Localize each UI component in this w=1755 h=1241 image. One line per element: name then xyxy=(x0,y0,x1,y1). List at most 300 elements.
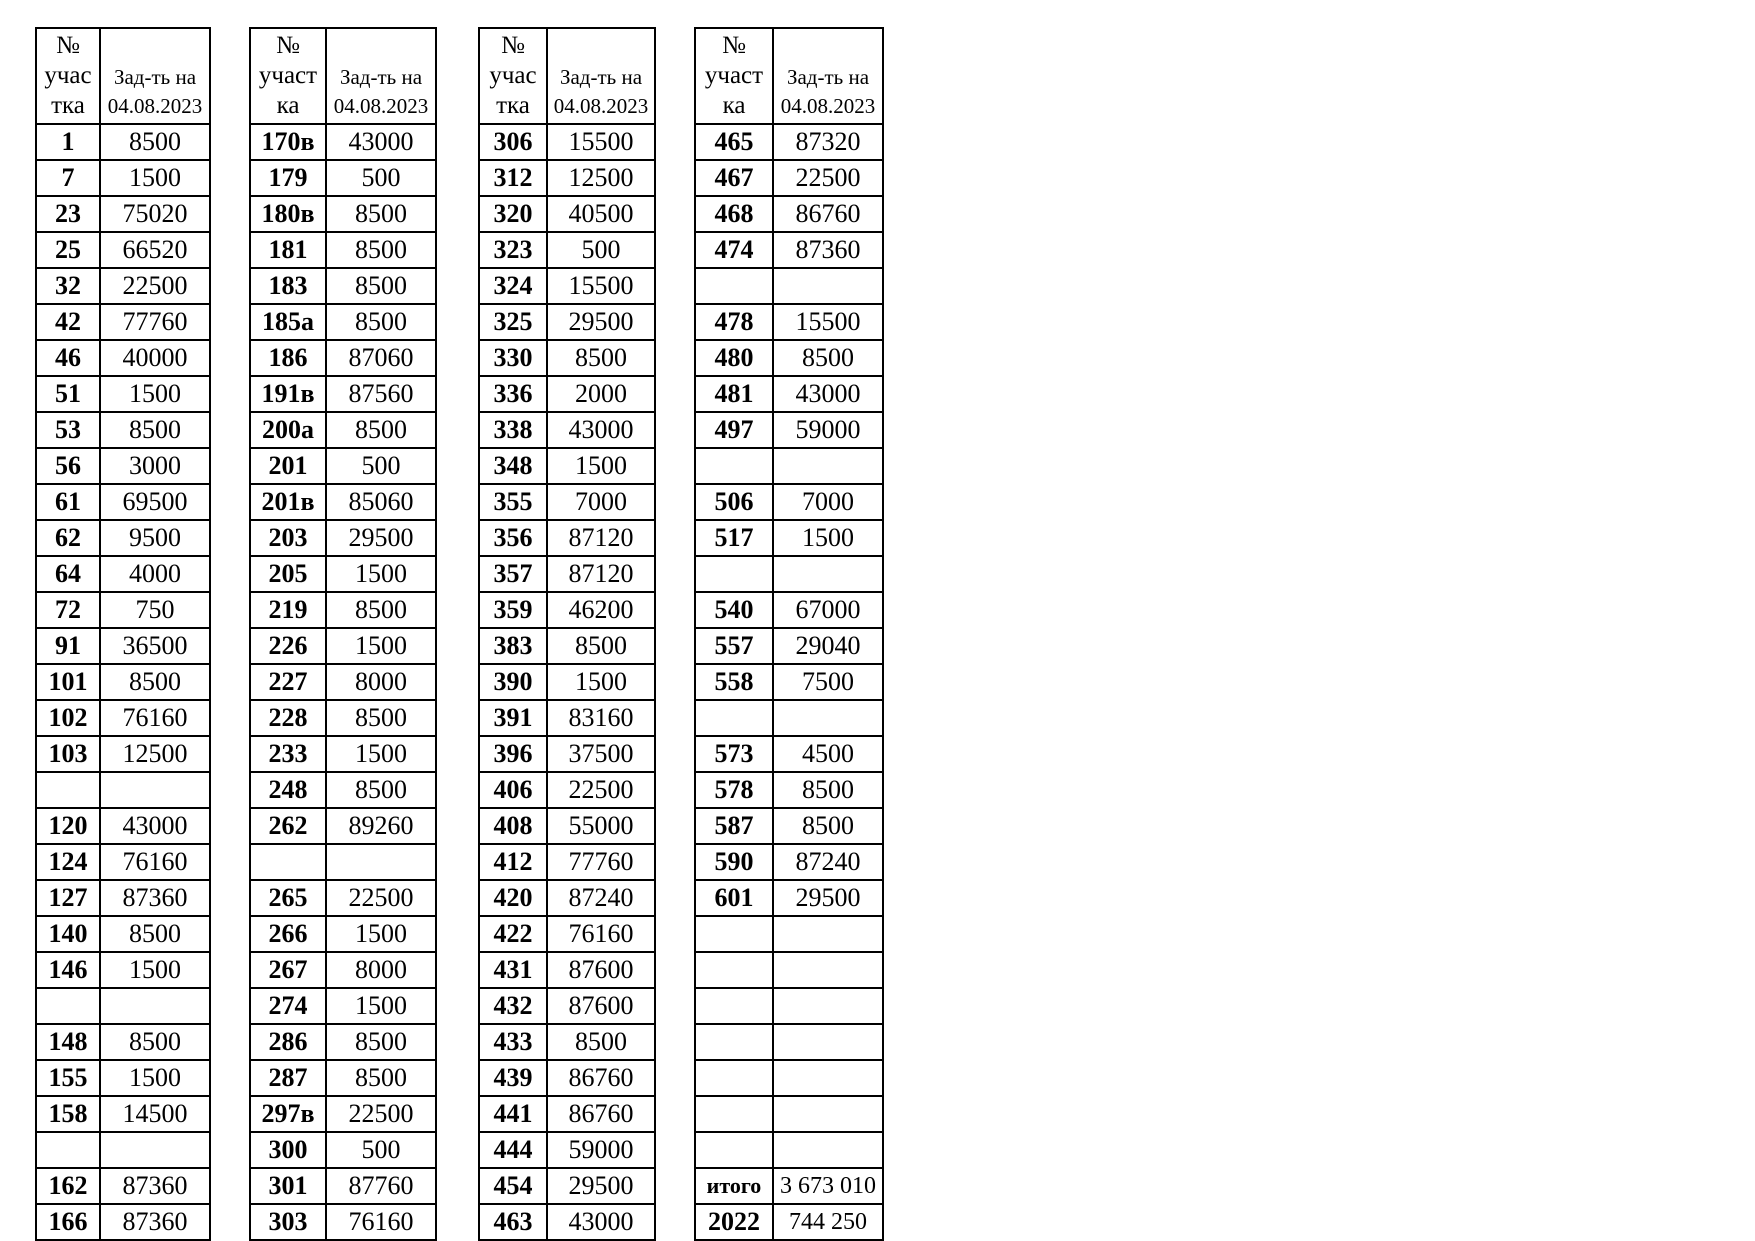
table-row xyxy=(479,952,655,988)
table-row xyxy=(479,160,655,196)
plot-number-cell xyxy=(695,1096,773,1132)
plot-number-cell: 2022 xyxy=(695,1204,773,1240)
debt-amount-cell: 76160 xyxy=(100,844,210,880)
plot-number-cell xyxy=(695,448,773,484)
table-row xyxy=(36,916,210,952)
header-row xyxy=(695,28,883,124)
table-row xyxy=(250,1060,436,1096)
plot-number-cell: 51 xyxy=(36,376,100,412)
debt-amount-cell: 22500 xyxy=(100,268,210,304)
table-row xyxy=(479,844,655,880)
plot-number-cell: 348 xyxy=(479,448,547,484)
plot-number-header xyxy=(250,28,326,124)
debt-amount-cell: 55000 xyxy=(547,808,655,844)
table-row xyxy=(250,268,436,304)
plot-number-cell: 433 xyxy=(479,1024,547,1060)
table-row xyxy=(479,664,655,700)
plot-number-cell xyxy=(36,988,100,1024)
debt-table-3 xyxy=(478,27,656,1241)
debt-amount-cell: 87760 xyxy=(326,1168,436,1204)
plot-number-cell: 127 xyxy=(36,880,100,916)
debt-amount-cell: 29500 xyxy=(773,880,883,916)
table-row xyxy=(479,232,655,268)
debt-amount-cell: 43000 xyxy=(100,808,210,844)
debt-amount-cell: 3000 xyxy=(100,448,210,484)
plot-number-cell: 540 xyxy=(695,592,773,628)
plot-number-cell: 408 xyxy=(479,808,547,844)
plot-number-cell: 179 xyxy=(250,160,326,196)
plot-number-cell: 306 xyxy=(479,124,547,160)
table-row xyxy=(479,1168,655,1204)
plot-number-cell: 497 xyxy=(695,412,773,448)
debt-amount-cell xyxy=(773,448,883,484)
debt-amount-cell: 69500 xyxy=(100,484,210,520)
debt-amount-cell: 1500 xyxy=(547,664,655,700)
table-row xyxy=(36,1204,210,1240)
header-text-line: № xyxy=(56,32,80,59)
table-row xyxy=(479,484,655,520)
table-row xyxy=(695,1204,883,1240)
table-row xyxy=(695,844,883,880)
debt-amount-cell: 22500 xyxy=(773,160,883,196)
plot-number-cell: 170в xyxy=(250,124,326,160)
debt-amount-cell: 3 673 010 xyxy=(773,1168,883,1204)
plot-number-cell: 146 xyxy=(36,952,100,988)
plot-number-cell: 301 xyxy=(250,1168,326,1204)
plot-number-cell: 320 xyxy=(479,196,547,232)
header-row xyxy=(479,28,655,124)
table-row xyxy=(250,772,436,808)
debt-amount-cell: 8500 xyxy=(773,340,883,376)
debt-amount-cell: 15500 xyxy=(547,268,655,304)
plot-number-cell: 265 xyxy=(250,880,326,916)
table-row xyxy=(250,1096,436,1132)
debt-amount-cell: 22500 xyxy=(326,880,436,916)
plot-number-cell: 506 xyxy=(695,484,773,520)
debt-amount-cell xyxy=(773,952,883,988)
header-text-line: участ xyxy=(704,62,764,89)
table-row xyxy=(250,196,436,232)
debt-amount-cell: 1500 xyxy=(326,736,436,772)
table-row xyxy=(479,196,655,232)
table-row xyxy=(36,592,210,628)
plot-number-cell: итого xyxy=(695,1168,773,1204)
table-row xyxy=(36,124,210,160)
debt-amount-cell: 8500 xyxy=(326,196,436,232)
plot-number-cell: 186 xyxy=(250,340,326,376)
debt-amount-cell: 87560 xyxy=(326,376,436,412)
debt-amount-cell: 43000 xyxy=(773,376,883,412)
debt-amount-cell: 4500 xyxy=(773,736,883,772)
plot-number-cell: 325 xyxy=(479,304,547,340)
table-row xyxy=(479,1096,655,1132)
table-row xyxy=(695,664,883,700)
plot-number-cell: 590 xyxy=(695,844,773,880)
table-row xyxy=(479,520,655,556)
plot-number-cell: 203 xyxy=(250,520,326,556)
header-text-line: Зад-ть на xyxy=(113,65,197,89)
debt-amount-cell: 1500 xyxy=(100,1060,210,1096)
debt-amount-cell: 14500 xyxy=(100,1096,210,1132)
table-row xyxy=(36,628,210,664)
table-row xyxy=(36,160,210,196)
plot-number-cell: 467 xyxy=(695,160,773,196)
debt-amount-cell: 43000 xyxy=(547,412,655,448)
debt-amount-cell: 15500 xyxy=(773,304,883,340)
debt-amount-cell: 8500 xyxy=(326,700,436,736)
plot-number-cell: 406 xyxy=(479,772,547,808)
header-text-line: ка xyxy=(722,92,746,119)
debt-amount-cell: 87360 xyxy=(100,1204,210,1240)
debt-table-4 xyxy=(694,27,884,1241)
header-text-line: тка xyxy=(51,92,85,119)
table-row xyxy=(695,1168,883,1204)
table-row xyxy=(695,376,883,412)
table-row xyxy=(36,1060,210,1096)
debt-amount-cell xyxy=(773,988,883,1024)
header-text-line: № xyxy=(501,32,525,59)
table-row xyxy=(695,988,883,1024)
table-row xyxy=(479,1132,655,1168)
plot-number-cell: 219 xyxy=(250,592,326,628)
plot-number-cell xyxy=(695,268,773,304)
table-row xyxy=(479,376,655,412)
plot-number-cell: 355 xyxy=(479,484,547,520)
debt-amount-cell: 1500 xyxy=(100,952,210,988)
plot-number-cell: 101 xyxy=(36,664,100,700)
plot-number-cell: 201в xyxy=(250,484,326,520)
debt-header xyxy=(326,28,436,124)
plot-number-cell: 191в xyxy=(250,376,326,412)
table-row xyxy=(250,448,436,484)
header-row xyxy=(250,28,436,124)
table-row xyxy=(36,232,210,268)
header-text-line: Зад-ть на xyxy=(559,65,643,89)
debt-amount-cell: 89260 xyxy=(326,808,436,844)
debt-amount-cell xyxy=(100,988,210,1024)
plot-number-cell: 42 xyxy=(36,304,100,340)
table-row xyxy=(36,376,210,412)
debt-table-1 xyxy=(35,27,211,1241)
debt-amount-cell: 29500 xyxy=(326,520,436,556)
plot-number-cell: 162 xyxy=(36,1168,100,1204)
debt-table-2 xyxy=(249,27,437,1241)
plot-number-cell: 422 xyxy=(479,916,547,952)
table-row xyxy=(695,448,883,484)
header-text-line: Зад-ть на xyxy=(786,65,870,89)
debt-amount-cell: 9500 xyxy=(100,520,210,556)
header-text-line: № xyxy=(276,32,300,59)
table-row xyxy=(250,1204,436,1240)
plot-number-cell: 181 xyxy=(250,232,326,268)
table-row xyxy=(250,376,436,412)
table-row xyxy=(695,160,883,196)
plot-number-cell: 481 xyxy=(695,376,773,412)
header-text-line: № xyxy=(722,32,746,59)
plot-number-cell: 233 xyxy=(250,736,326,772)
debt-amount-cell: 8000 xyxy=(326,664,436,700)
debt-amount-cell: 87360 xyxy=(100,1168,210,1204)
debt-amount-cell: 22500 xyxy=(547,772,655,808)
debt-amount-cell: 22500 xyxy=(326,1096,436,1132)
table-row xyxy=(479,1204,655,1240)
debt-amount-cell: 8500 xyxy=(547,628,655,664)
table-row xyxy=(479,124,655,160)
plot-number-cell: 420 xyxy=(479,880,547,916)
plot-number-cell: 297в xyxy=(250,1096,326,1132)
header-text-line: 04.08.2023 xyxy=(333,94,429,118)
plot-number-cell: 601 xyxy=(695,880,773,916)
table-row xyxy=(36,484,210,520)
debt-amount-cell: 67000 xyxy=(773,592,883,628)
header-text-line: 04.08.2023 xyxy=(553,94,649,118)
plot-number-cell: 587 xyxy=(695,808,773,844)
plot-number-cell: 227 xyxy=(250,664,326,700)
plot-number-cell: 64 xyxy=(36,556,100,592)
table-row xyxy=(479,628,655,664)
plot-number-cell: 200а xyxy=(250,412,326,448)
table-row xyxy=(695,1096,883,1132)
table-row xyxy=(695,412,883,448)
table-row xyxy=(36,772,210,808)
plot-number-cell: 262 xyxy=(250,808,326,844)
header-text-line: 04.08.2023 xyxy=(780,94,876,118)
debt-amount-cell: 12500 xyxy=(100,736,210,772)
plot-number-cell xyxy=(695,1024,773,1060)
plot-number-cell: 148 xyxy=(36,1024,100,1060)
debt-amount-cell xyxy=(773,916,883,952)
table-row xyxy=(36,520,210,556)
debt-amount-cell xyxy=(773,1024,883,1060)
debt-amount-cell xyxy=(773,1132,883,1168)
debt-amount-cell xyxy=(773,556,883,592)
debt-amount-cell xyxy=(773,1060,883,1096)
plot-number-cell: 180в xyxy=(250,196,326,232)
debt-amount-cell: 8500 xyxy=(547,340,655,376)
table-row xyxy=(695,772,883,808)
debt-amount-cell: 86760 xyxy=(547,1096,655,1132)
debt-amount-cell: 66520 xyxy=(100,232,210,268)
table-row xyxy=(250,988,436,1024)
plot-number-cell: 439 xyxy=(479,1060,547,1096)
plot-number-cell: 53 xyxy=(36,412,100,448)
plot-number-header xyxy=(36,28,100,124)
plot-number-cell xyxy=(695,700,773,736)
debt-amount-cell: 8500 xyxy=(773,772,883,808)
debt-amount-cell: 8500 xyxy=(773,808,883,844)
debt-amount-cell: 1500 xyxy=(326,628,436,664)
plot-number-cell: 46 xyxy=(36,340,100,376)
debt-amount-cell: 1500 xyxy=(100,160,210,196)
debt-amount-cell: 8500 xyxy=(326,772,436,808)
plot-number-cell xyxy=(695,952,773,988)
debt-amount-cell xyxy=(773,1096,883,1132)
plot-number-cell: 412 xyxy=(479,844,547,880)
plot-number-cell: 357 xyxy=(479,556,547,592)
plot-number-cell: 56 xyxy=(36,448,100,484)
table-row xyxy=(250,124,436,160)
plot-number-cell: 463 xyxy=(479,1204,547,1240)
plot-number-cell xyxy=(36,1132,100,1168)
debt-amount-cell: 2000 xyxy=(547,376,655,412)
plot-number-cell xyxy=(695,1132,773,1168)
plot-number-cell: 557 xyxy=(695,628,773,664)
header-text-line: ка xyxy=(276,92,300,119)
debt-header xyxy=(100,28,210,124)
table-row xyxy=(479,1024,655,1060)
plot-number-cell: 465 xyxy=(695,124,773,160)
debt-amount-cell xyxy=(100,772,210,808)
debt-amount-cell: 87600 xyxy=(547,952,655,988)
debt-amount-cell: 8500 xyxy=(326,304,436,340)
plot-number-cell: 338 xyxy=(479,412,547,448)
table-row xyxy=(36,844,210,880)
plot-number-cell: 201 xyxy=(250,448,326,484)
table-row xyxy=(479,592,655,628)
plot-number-cell: 286 xyxy=(250,1024,326,1060)
plot-number-cell: 226 xyxy=(250,628,326,664)
table-row xyxy=(695,736,883,772)
debt-amount-cell: 87360 xyxy=(100,880,210,916)
debt-amount-cell: 87120 xyxy=(547,520,655,556)
table-row xyxy=(479,880,655,916)
table-row xyxy=(36,412,210,448)
table-row xyxy=(695,952,883,988)
table-row xyxy=(250,880,436,916)
table-row xyxy=(479,772,655,808)
debt-amount-cell: 500 xyxy=(326,1132,436,1168)
table-row xyxy=(695,304,883,340)
debt-amount-cell: 75020 xyxy=(100,196,210,232)
plot-number-cell: 267 xyxy=(250,952,326,988)
debt-amount-cell: 1500 xyxy=(326,556,436,592)
debt-amount-cell: 1500 xyxy=(547,448,655,484)
table-row xyxy=(250,556,436,592)
plot-number-cell: 390 xyxy=(479,664,547,700)
debt-amount-cell: 37500 xyxy=(547,736,655,772)
plot-number-cell: 23 xyxy=(36,196,100,232)
debt-amount-cell: 1500 xyxy=(100,376,210,412)
table-row xyxy=(479,412,655,448)
plot-number-cell: 91 xyxy=(36,628,100,664)
plot-number-cell: 120 xyxy=(36,808,100,844)
debt-amount-cell: 85060 xyxy=(326,484,436,520)
table-row xyxy=(479,916,655,952)
plot-number-cell: 444 xyxy=(479,1132,547,1168)
table-row xyxy=(250,412,436,448)
table-row xyxy=(695,808,883,844)
debt-amount-cell: 744 250 xyxy=(773,1204,883,1240)
table-row xyxy=(695,880,883,916)
table-row xyxy=(36,988,210,1024)
table-row xyxy=(36,196,210,232)
debt-amount-cell: 59000 xyxy=(773,412,883,448)
plot-number-cell: 248 xyxy=(250,772,326,808)
debt-amount-cell: 500 xyxy=(326,448,436,484)
debt-amount-cell: 40500 xyxy=(547,196,655,232)
debt-amount-cell: 500 xyxy=(547,232,655,268)
plot-number-cell: 356 xyxy=(479,520,547,556)
table-row xyxy=(36,448,210,484)
plot-number-cell: 330 xyxy=(479,340,547,376)
table-row xyxy=(695,1060,883,1096)
table-row xyxy=(695,124,883,160)
table-row xyxy=(250,160,436,196)
plot-number-cell: 396 xyxy=(479,736,547,772)
debt-amount-cell xyxy=(773,268,883,304)
debt-amount-cell: 77760 xyxy=(100,304,210,340)
table-row xyxy=(479,448,655,484)
header-text-line: участ xyxy=(258,62,318,89)
plot-number-cell: 324 xyxy=(479,268,547,304)
header-text-line: учас xyxy=(489,62,537,89)
table-row xyxy=(479,556,655,592)
plot-number-cell: 155 xyxy=(36,1060,100,1096)
debt-amount-cell: 8500 xyxy=(326,592,436,628)
plot-number-cell: 573 xyxy=(695,736,773,772)
table-row xyxy=(695,196,883,232)
plot-number-cell: 478 xyxy=(695,304,773,340)
plot-number-cell: 517 xyxy=(695,520,773,556)
plot-number-cell: 468 xyxy=(695,196,773,232)
table-row xyxy=(36,304,210,340)
plot-number-cell: 274 xyxy=(250,988,326,1024)
plot-number-cell xyxy=(695,556,773,592)
table-row xyxy=(250,1132,436,1168)
debt-amount-cell: 86760 xyxy=(547,1060,655,1096)
debt-amount-cell: 43000 xyxy=(547,1204,655,1240)
table-row xyxy=(695,628,883,664)
debt-amount-cell: 46200 xyxy=(547,592,655,628)
debt-amount-cell: 15500 xyxy=(547,124,655,160)
plot-number-cell: 312 xyxy=(479,160,547,196)
plot-number-cell xyxy=(250,844,326,880)
debt-amount-cell: 76160 xyxy=(100,700,210,736)
header-row xyxy=(36,28,210,124)
table-row xyxy=(36,1024,210,1060)
table-row xyxy=(250,628,436,664)
plot-number-cell: 578 xyxy=(695,772,773,808)
table-row xyxy=(36,736,210,772)
debt-amount-cell: 8500 xyxy=(100,412,210,448)
table-row xyxy=(479,340,655,376)
table-row xyxy=(479,268,655,304)
debt-amount-cell: 76160 xyxy=(547,916,655,952)
table-row xyxy=(250,1168,436,1204)
table-row xyxy=(250,1024,436,1060)
debt-amount-cell: 77760 xyxy=(547,844,655,880)
debt-amount-cell: 500 xyxy=(326,160,436,196)
debt-amount-cell: 4000 xyxy=(100,556,210,592)
plot-number-cell: 359 xyxy=(479,592,547,628)
plot-number-cell: 287 xyxy=(250,1060,326,1096)
table-row xyxy=(479,700,655,736)
plot-number-cell: 25 xyxy=(36,232,100,268)
debt-amount-cell: 83160 xyxy=(547,700,655,736)
plot-number-cell xyxy=(695,1060,773,1096)
debt-amount-cell: 87360 xyxy=(773,232,883,268)
debt-amount-cell: 29040 xyxy=(773,628,883,664)
debt-amount-cell: 1500 xyxy=(773,520,883,556)
plot-number-cell: 32 xyxy=(36,268,100,304)
plot-number-cell: 72 xyxy=(36,592,100,628)
debt-amount-cell: 8500 xyxy=(100,916,210,952)
table-row xyxy=(695,556,883,592)
table-row xyxy=(695,916,883,952)
debt-amount-cell: 12500 xyxy=(547,160,655,196)
plot-number-cell: 336 xyxy=(479,376,547,412)
plot-number-cell: 300 xyxy=(250,1132,326,1168)
